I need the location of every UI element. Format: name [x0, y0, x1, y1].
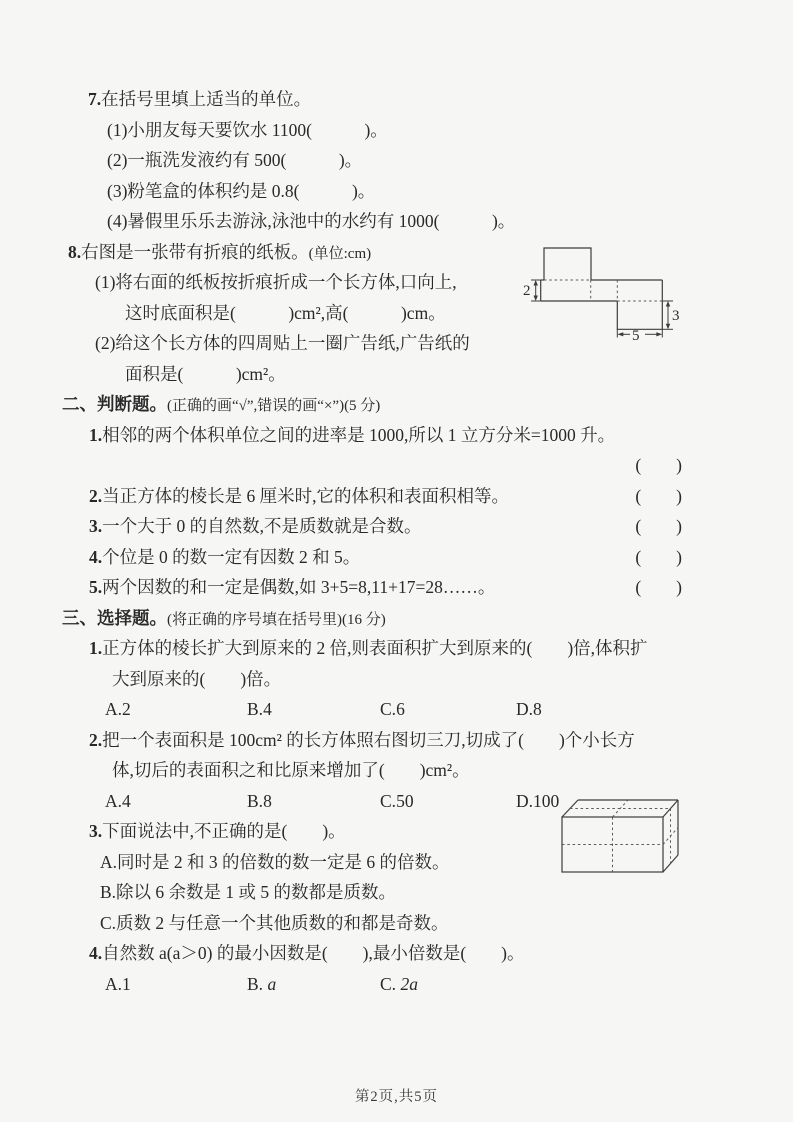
- judgment-4-number: 4.: [89, 546, 103, 567]
- option-a-label: A.: [105, 790, 123, 811]
- judgment-4-text: 个位是 0 的数一定有因数 2 和 5。: [102, 546, 361, 567]
- box-net-figure: [519, 244, 697, 348]
- judgment-1-answer-bracket: ( ): [635, 455, 682, 475]
- judgment-5-answer-bracket: ( ): [635, 577, 682, 597]
- net-width-label: 5: [632, 328, 640, 344]
- option-a: [105, 969, 247, 1000]
- section-3-number: 三、: [62, 607, 97, 628]
- section-3-heading: [62, 603, 740, 634]
- question-7-title: [62, 84, 740, 115]
- choice-q4-title: [62, 938, 740, 969]
- choice-q1-line-1: [62, 633, 740, 664]
- option-a: [105, 694, 247, 725]
- option-b-label: B.: [247, 699, 264, 719]
- choice-q1-options: [62, 694, 740, 725]
- option-a-value: 2: [122, 699, 131, 719]
- option-b: [247, 694, 380, 725]
- option-c-value: 2a: [396, 973, 418, 994]
- question-7-number: 7.: [88, 89, 102, 109]
- option-c: [380, 786, 516, 817]
- option-a: [105, 786, 247, 817]
- option-c-value: 50: [396, 790, 414, 811]
- choice-q3-option-a: A.同时是 2 和 3 的倍数的数一定是 6 的倍数。: [100, 851, 450, 872]
- option-b-label: B.: [247, 790, 264, 811]
- judgment-5-number: 5.: [89, 577, 103, 597]
- option-b: [247, 969, 380, 1000]
- section-2-number: 二、: [62, 394, 97, 414]
- q8-item-2-line-1: (2)给这个长方体的四周贴上一圈广告纸,广告纸的: [95, 333, 470, 353]
- judgment-5-text: 两个因数的和一定是偶数,如 3+5=8,11+17=28……。: [102, 577, 496, 597]
- choice-q2-number: 2.: [89, 729, 103, 750]
- choice-q3-text: 下面说法中,不正确的是( )。: [102, 821, 346, 841]
- section-2-heading: [62, 389, 740, 420]
- judgment-item-2: [62, 481, 740, 512]
- net-side-label: 3: [672, 308, 680, 324]
- choice-q4-options: [62, 969, 740, 1000]
- option-d-label: D.: [516, 790, 534, 811]
- judgment-3-answer-bracket: ( ): [635, 516, 682, 536]
- choice-q4-number: 4.: [89, 943, 103, 963]
- option-d-label: D.: [516, 699, 534, 719]
- section-2-title: 判断题。: [97, 394, 167, 414]
- choice-q2-line-1: [62, 725, 740, 756]
- judgment-item-5: [62, 572, 740, 603]
- option-c: [380, 969, 516, 1000]
- q7-item-3: (3)粉笔盒的体积约是 0.8( )。: [107, 180, 376, 201]
- option-d-value: 100: [533, 790, 560, 811]
- choice-q3-option-b: B.除以 6 余数是 1 或 5 的数都是质数。: [100, 882, 397, 902]
- option-a-label: A.: [105, 973, 123, 994]
- judgment-item-1: [62, 420, 740, 451]
- option-c: [380, 694, 516, 725]
- option-b-value: a: [263, 973, 277, 994]
- option-d: [516, 694, 542, 725]
- option-d: [516, 786, 559, 817]
- judgment-2-number: 2.: [89, 485, 103, 506]
- choice-q3-option-c: C.质数 2 与任意一个其他质数的和都是奇数。: [100, 912, 449, 933]
- judgment-1-text: 相邻的两个体积单位之间的进率是 1000,所以 1 立方分米=1000 升。: [102, 424, 616, 445]
- option-b-value: 4: [263, 699, 272, 719]
- choice-q2-line-2: 体,切后的表面积之和比原来增加了( )cm²。: [112, 760, 470, 780]
- q7-item-4: (4)暑假里乐乐去游泳,泳池中的水约有 1000( )。: [107, 211, 516, 231]
- q7-item-1: (1)小朋友每天要饮水 1100( )。: [107, 119, 388, 140]
- net-height-label: 2: [523, 283, 531, 299]
- question-7-text: 在括号里填上适当的单位。: [101, 89, 312, 109]
- choice-q3-number: 3.: [89, 821, 103, 841]
- option-c-label: C.: [380, 973, 397, 994]
- judgment-2-answer-bracket: ( ): [635, 485, 682, 506]
- judgment-3-number: 3.: [89, 516, 103, 536]
- q8-item-1-line-2: 这时底面积是( )cm²,高( )cm。: [125, 302, 446, 323]
- option-c-value: 6: [396, 699, 405, 719]
- question-8-unit-note: (单位:cm): [308, 245, 372, 262]
- judgment-2-text: 当正方体的棱长是 6 厘米时,它的体积和表面积相等。: [102, 485, 509, 506]
- question-8-number: 8.: [68, 241, 82, 262]
- option-b-value: 8: [263, 790, 272, 811]
- section-2-note: (正确的画“√”,错误的画“×”)(5 分): [167, 398, 381, 414]
- choice-q1-line-2: 大到原来的( )倍。: [112, 668, 282, 689]
- judgment-item-4: [62, 542, 740, 573]
- q7-item-2: (2)一瓶洗发液约有 500( )。: [107, 150, 363, 170]
- judgment-1-number: 1.: [89, 424, 103, 445]
- option-c-label: C.: [380, 699, 397, 719]
- judgment-3-text: 一个大于 0 的自然数,不是质数就是合数。: [102, 516, 422, 536]
- option-b-label: B.: [247, 973, 264, 994]
- option-b: [247, 786, 380, 817]
- option-a-value: 4: [122, 790, 131, 811]
- choice-q1-number: 1.: [89, 638, 103, 658]
- choice-q2-text: 把一个表面积是 100cm² 的长方体照右图切三刀,切成了( )个小长方: [102, 729, 635, 750]
- option-d-value: 8: [533, 699, 542, 719]
- section-3-note: (将正确的序号填在括号里)(16 分): [167, 611, 386, 628]
- choice-q1-text: 正方体的棱长扩大到原来的 2 倍,则表面积扩大到原来的( )倍,体积扩: [102, 638, 648, 658]
- option-a-value: 1: [122, 973, 131, 994]
- section-3-title: 选择题。: [97, 607, 167, 628]
- page-footer: 第2页,共5页: [354, 1089, 439, 1105]
- choice-q4-text: 自然数 a(a＞0) 的最小因数是( ),最小倍数是( )。: [102, 943, 525, 963]
- judgment-4-answer-bracket: ( ): [635, 546, 682, 567]
- option-c-label: C.: [380, 790, 397, 811]
- cuboid-figure: [555, 792, 685, 878]
- judgment-item-3: [62, 511, 740, 542]
- question-8-text: 右图是一张带有折痕的纸板。: [81, 241, 309, 262]
- q8-item-1-line-1: (1)将右面的纸板按折痕折成一个长方体,口向上,: [95, 272, 457, 292]
- option-a-label: A.: [105, 699, 123, 719]
- q8-item-2-line-2: 面积是( )cm²。: [125, 363, 286, 384]
